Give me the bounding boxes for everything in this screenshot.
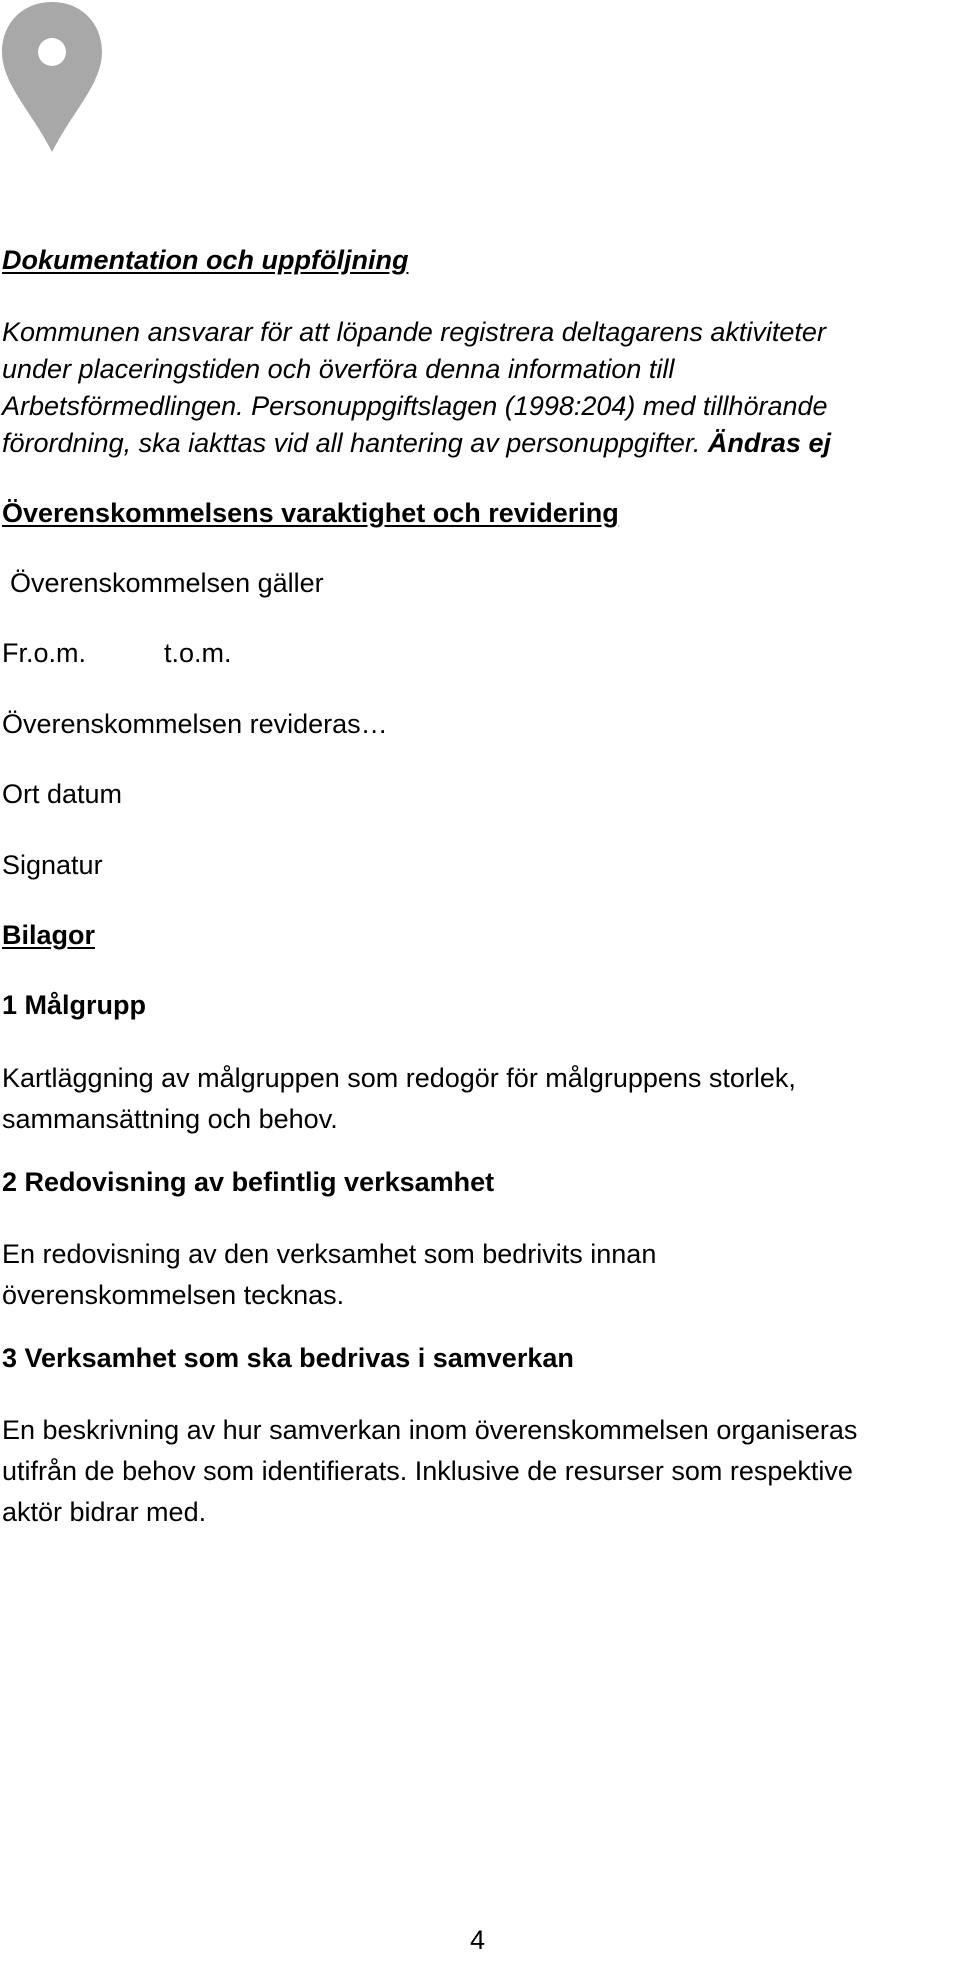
documentation-line — [2, 425, 831, 462]
attachment-description — [2, 1234, 656, 1316]
attachments-heading: Bilagor — [2, 920, 96, 950]
agreement-revised-text: Överenskommelsen revideras… — [2, 709, 388, 739]
documentation-line-text: förordning, ska iakttas vid all hantering av personuppgifter. — [2, 428, 701, 458]
signature-label: Signatur — [2, 850, 103, 880]
attachment-line: sammansättning och behov. — [2, 1104, 338, 1134]
attachment-line: överenskommelsen tecknas. — [2, 1280, 345, 1310]
attachment-line: En beskrivning av hur samverkan inom överenskommelsen organiseras — [2, 1415, 858, 1445]
attachment-line: aktör bidrar med. — [2, 1497, 207, 1527]
attachment-title: 1 Målgrupp — [2, 990, 147, 1020]
page-number: 4 — [470, 1925, 486, 1955]
attachment-title: 2 Redovisning av befintlig verksamhet — [2, 1167, 495, 1197]
attachment-line: En redovisning av den verksamhet som bedrivits innan — [2, 1239, 657, 1269]
place-date-label: Ort datum — [2, 779, 123, 809]
attachment-title: 3 Verksamhet som ska bedrivas i samverkan — [2, 1343, 574, 1373]
documentation-line: Arbetsförmedlingen. Personuppgiftslagen (1998:204) med tillhörande — [2, 391, 828, 421]
attachment-description — [2, 1058, 796, 1140]
attachment-description — [2, 1410, 857, 1533]
documentation-paragraph — [2, 314, 831, 462]
attachment-line: Kartläggning av målgruppen som redogör för målgruppens storlek, — [2, 1063, 796, 1093]
not-changed-note: Ändras ej — [707, 428, 831, 458]
agreement-valid-text: Överenskommelsen gäller — [10, 568, 324, 598]
from-label: Fr.o.m. — [2, 638, 87, 668]
duration-heading: Överenskommelsens varaktighet och revidering — [2, 498, 619, 528]
to-label: t.o.m. — [164, 638, 232, 668]
documentation-line: under placeringstiden och överföra denna information till — [2, 354, 675, 384]
attachment-line: utifrån de behov som identifierats. Inklusive de resurser som respektive — [2, 1456, 853, 1486]
documentation-line: Kommunen ansvarar för att löpande registrera deltagarens aktiviteter — [2, 317, 826, 347]
map-pin-icon — [0, 0, 104, 154]
documentation-heading: Dokumentation och uppföljning — [2, 245, 409, 275]
